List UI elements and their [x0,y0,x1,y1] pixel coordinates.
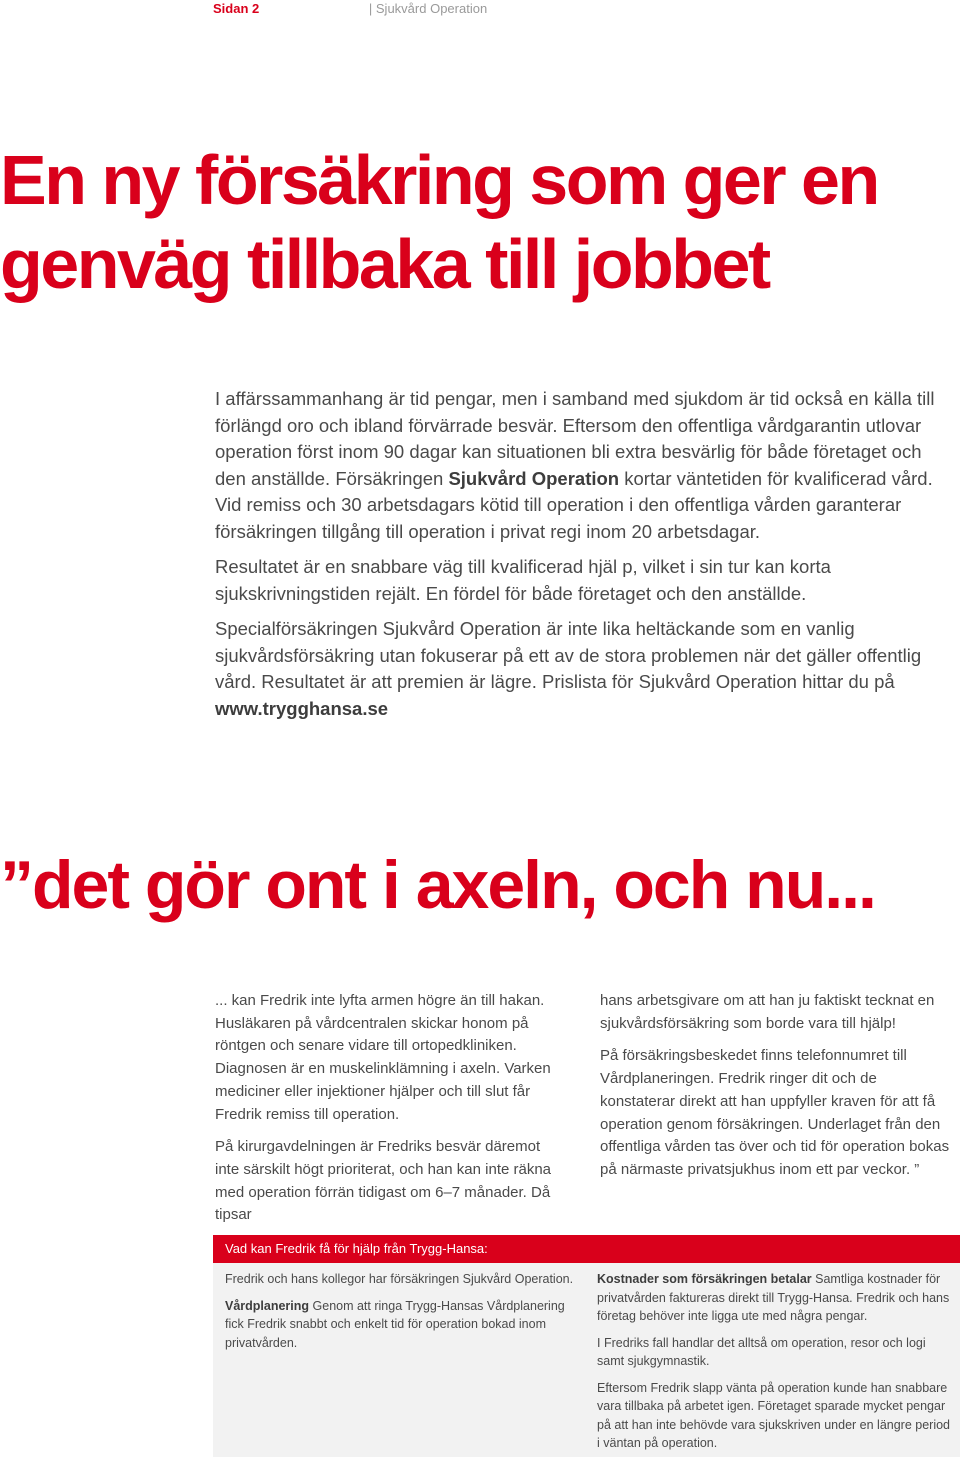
story-column-left [215,990,565,1237]
intro-p3-text: Specialförsäkringen Sjukvård Operation är inte lika heltäckande som en vanlig sjukvårdsförsäkring utan fokuserar på ett av de stora problemen när det gäller offentlig vård. Resultatet är att premien är lägre. Prislista för Sjukvård Operation hittar du på [215,618,922,692]
info-right-paragraph-3: Eftersom Fredrik slapp vänta på operation kunde han snabbare vara tillbaka på arbetet igen. Företaget sparade mycket pengar på att han inte behövde vara sjukskriven under en längre period i väntan på operation. [597,1380,951,1450]
story-right-paragraph-2: På försäkringsbeskedet finns telefonnumret till Vårdplaneringen. Fredrik ringer dit och de konstaterar direkt att han uppfyller kraven för att få operation genom försäkringen. Underlaget från den offentliga vården tas över och tid för operation bokas på närmaste privatsjukhus inom ett par veckor. ” [600,1047,950,1178]
info-left-text: Genom att ringa Trygg-Hansas Vårdplanering fick Fredrik snabbt och enkelt tid för operation bokad inom privatvården. [225,1298,565,1350]
title-line-2: genväg tillbaka till jobbet [0,225,769,303]
intro-p1-end: kortar väntetiden för kvalificerad vård. Vid remiss och 30 arbetsdagars kötid till operation i den offentliga vården garanterar försäkringen tillgång till operation i privat regi inom 20 arbetsdagar. [215,467,933,542]
intro-text [215,386,950,731]
info-left-heading: Vårdplanering [225,1298,310,1313]
info-left-paragraph-1: Fredrik och hans kollegor har försäkringen Sjukvård Operation. [225,1272,574,1286]
section-name: Sjukvård Operation [375,1,488,16]
intro-p1-start: I affärssammanhang är tid pengar, men i samband med sjukdom är tid också en källa till förlängd oro och ibland förvärrade besvär. Eftersom den offentliga vårdgarantin utlovar operation först inom 90 dagar kan situationen bli extra besvärlig för både företaget och den anställde. Försäkringen [215,388,935,489]
info-box-column-right [597,1270,952,1461]
title-line-1: En ny försäkring som ger en [0,141,878,219]
intro-paragraph-3 [215,616,950,722]
website-link[interactable]: www.trygghansa.se [215,697,389,719]
story-left-paragraph-2: På kirurgavdelningen är Fredriks besvär däremot inte särskilt högt prioriterat, och han kan inte räkna med operation förrän tidigast om 6–7 månader. Då tipsar [215,1138,552,1224]
header-separator: | [368,1,373,16]
product-name: Sjukvård Operation [448,467,620,489]
pull-quote: ”det gör ont i axeln, och nu... [0,847,875,923]
info-box-title: Vad kan Fredrik få för hjälp från Trygg-Hansa: [213,1235,960,1263]
story-right-paragraph-1: hans arbetsgivare om att han ju faktiskt tecknat en sjukvårdsförsäkring som borde vara till hjälp! [600,992,935,1032]
info-box-column-left [225,1270,580,1360]
story-column-right [600,990,950,1192]
page-number: Sidan 2 [213,1,260,16]
page-title [0,138,960,306]
intro-paragraph-1 [215,386,950,545]
story-left-paragraph-1: ... kan Fredrik inte lyfta armen högre än till hakan. Husläkaren på vårdcentralen skickar honom på röntgen och senare vidare till ortopedkliniken. Diagnosen är en muskelinklämning i axeln. Varken mediciner eller injektioner hjälper och till slut får Fredrik remiss till operation. [215,992,551,1123]
intro-paragraph-2: Resultatet är en snabbare väg till kvalificerad hjäl p, vilket i sin tur kan korta sjukskrivningstiden rejält. En fördel för både företaget och den anställde. [215,556,831,604]
info-right-heading: Kostnader som försäkringen betalar [597,1272,812,1286]
info-right-text: Samtliga kostnader för privatvården faktureras direkt till Trygg-Hansa. Fredrik och hans företag behöver inte ligga ute med några pengar. [597,1272,950,1323]
info-right-paragraph-1 [597,1270,952,1326]
info-right-paragraph-2: I Fredriks fall handlar det alltså om operation, resor och logi samt sjukgymnastik. [597,1335,926,1368]
page-header [213,0,487,18]
info-left-paragraph-2 [225,1297,580,1353]
